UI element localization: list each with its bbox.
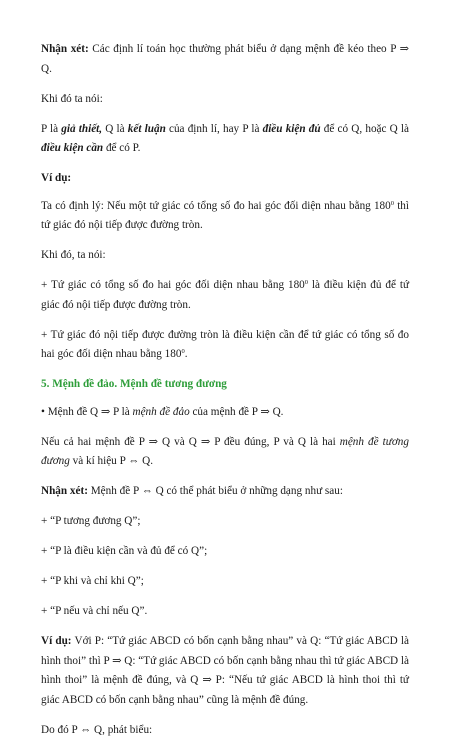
text-segment: là điều kiện đủ để tứ giác đó nội tiếp được đường tròn. <box>41 279 409 311</box>
text-segment: thì tứ giác đó nội tiếp được đường tròn. <box>41 200 409 232</box>
text-segment: + Tứ giác có tổng số đo hai góc đối diện nhau bằng 180 <box>41 279 305 291</box>
text-segment: của mệnh đề P ⇒ Q. <box>190 406 284 418</box>
degree-superscript: 0 <box>181 348 184 355</box>
term-conclusion: kết luận <box>128 123 166 135</box>
text-segment: Ta có định lý: Nếu một tứ giác có tổng số đo hai góc đối diện nhau bằng 180 <box>41 200 391 212</box>
list-item: + “P là điều kiện cần và đủ để có Q”; <box>41 542 409 562</box>
remark-label: Nhận xét: <box>41 43 89 55</box>
term-equivalent: mệnh đề tương đương <box>41 436 409 468</box>
example-text: Với P: “Tứ giác ABCD có bốn cạnh bằng nhau” và Q: “Tứ giác ABCD là hình thoi” thì P ⇒ Q: “Tứ giác ABCD có bốn cạnh bằng nhau thì tứ giác ABCD là hình thoi” là mệnh đề đúng, và Q ⇒ P: “Nếu tứ giác ABCD là hình thoi thì tứ giác ABCD có bốn cạnh bằng nhau” cũng là mệnh đề đúng. <box>41 635 409 706</box>
then-we-say-paragraph <box>41 90 409 110</box>
text-segment: Nếu cả hai mệnh đề P ⇒ Q và Q ⇒ P đều đúng, P và Q là hai <box>41 436 340 448</box>
then-we-say-text: Khi đó ta nói: <box>41 93 103 105</box>
then-we-say-text: Khi đó, ta nói: <box>41 249 106 261</box>
term-sufficient-condition: điều kiện đủ <box>263 123 321 135</box>
therefore-paragraph <box>41 721 409 740</box>
text-segment: của định lí, hay P là <box>166 123 263 135</box>
term-converse: mệnh đề đảo <box>133 406 190 418</box>
remark-paragraph <box>41 40 409 79</box>
converse-definition-paragraph <box>41 403 409 423</box>
rhombus-example-paragraph <box>41 632 409 710</box>
hypothesis-conclusion-paragraph <box>41 120 409 159</box>
list-item: + “P nếu và chỉ nếu Q”. <box>41 602 409 622</box>
example-label-paragraph <box>41 169 409 189</box>
therefore-text: Do đó P ⇔ Q, phát biểu: <box>41 724 152 736</box>
text-segment: • Mệnh đề Q ⇒ P là <box>41 406 133 418</box>
remark-text: Các định lí toán học thường phát biểu ở dạng mệnh đề kéo theo P ⇒ Q. <box>41 43 409 75</box>
text-segment: để có Q, hoặc Q là <box>321 123 409 135</box>
remark-label: Nhận xét: <box>41 485 88 497</box>
text-segment: và kí hiệu P ⇔ Q. <box>70 455 153 467</box>
text-segment: P là <box>41 123 61 135</box>
remark-text: Mệnh đề P ⇔ Q có thể phát biểu ở những dạng như sau: <box>88 485 343 497</box>
example-label: Ví dụ: <box>41 635 72 647</box>
example-label: Ví dụ: <box>41 172 71 184</box>
text-segment: để có P. <box>103 142 140 154</box>
text-segment: + Tứ giác đó nội tiếp được đường tròn là điều kiện cần để tứ giác có tổng số đo hai góc đối diện nhau bằng 180 <box>41 329 409 361</box>
term-necessary-condition: điều kiện cần <box>41 142 103 154</box>
section-heading: 5. Mệnh đề đảo. Mệnh đề tương đương <box>41 375 409 395</box>
necessary-statement-paragraph <box>41 326 409 365</box>
degree-superscript: 0 <box>305 279 308 286</box>
text-segment: Q là <box>102 123 128 135</box>
sufficient-statement-paragraph <box>41 276 409 315</box>
theorem-paragraph <box>41 197 409 236</box>
equivalence-remark-paragraph <box>41 482 409 502</box>
degree-superscript: 0 <box>391 200 394 207</box>
text-segment: . <box>185 348 188 360</box>
equivalence-definition-paragraph <box>41 433 409 472</box>
list-item: + “P tương đương Q”; <box>41 512 409 532</box>
document-content <box>41 40 409 740</box>
term-hypothesis: giả thiết, <box>61 123 102 135</box>
then-we-say-paragraph-2 <box>41 246 409 266</box>
list-item: + “P khi và chỉ khi Q”; <box>41 572 409 592</box>
